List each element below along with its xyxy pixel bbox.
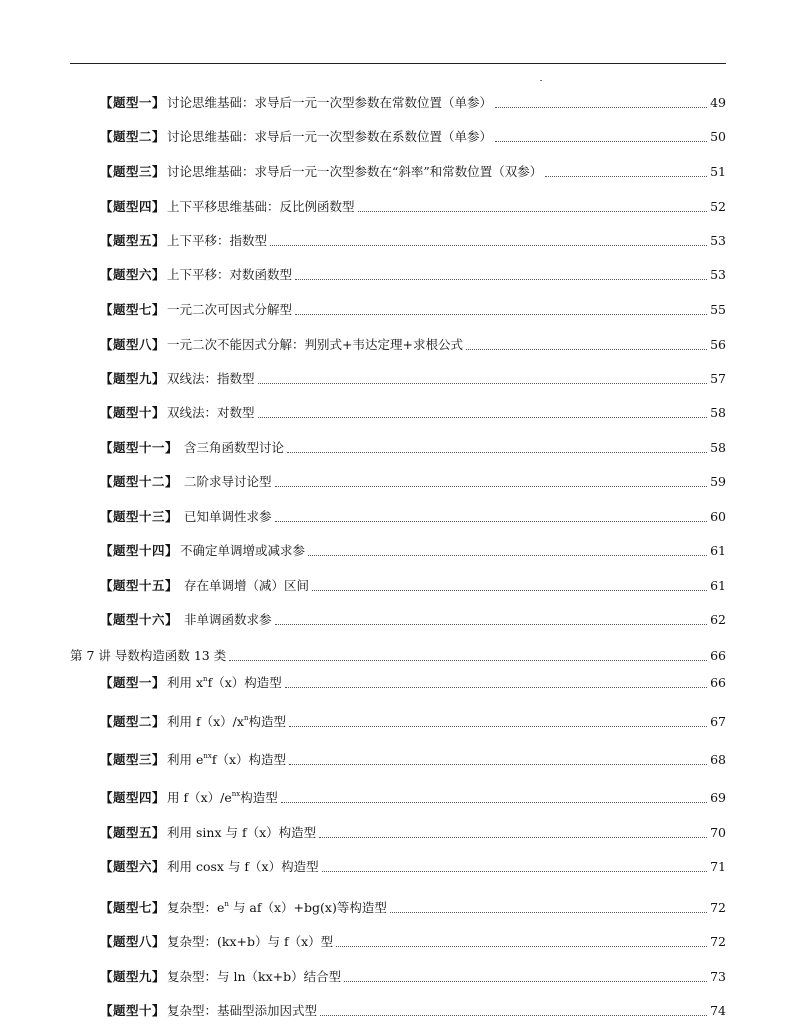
toc-entry-page: 55 (710, 302, 726, 317)
toc-entry-tag: 【题型十四】 (100, 543, 179, 558)
dot-leader (344, 981, 707, 982)
dot-leader (319, 837, 707, 838)
toc-entry[interactable] (100, 438, 726, 458)
superscript: n (203, 675, 208, 683)
toc-entry[interactable] (100, 197, 726, 217)
toc-entry[interactable] (100, 403, 726, 423)
toc-entry[interactable] (100, 265, 726, 285)
toc-entry-page: 62 (710, 612, 726, 627)
toc-entry-title: 上下平移：对数函数型 (167, 267, 293, 282)
toc-entry-page: 49 (710, 95, 726, 110)
toc-entry-title: 双线法：指数型 (167, 371, 255, 386)
toc-entry-tag: 【题型四】 (100, 790, 166, 805)
toc-entry-title: 上下平移：指数型 (167, 233, 268, 248)
toc-entry-title: 复杂型：与 ln（kx+b）结合型 (167, 969, 342, 984)
dot-leader (289, 726, 707, 727)
toc-entry[interactable] (100, 472, 726, 492)
dot-leader (320, 1015, 707, 1016)
toc-entry-page: 71 (710, 859, 726, 874)
toc-entry[interactable] (100, 857, 726, 877)
toc-entry-tag: 【题型八】 (100, 934, 166, 949)
dot-leader (336, 946, 707, 947)
dot-leader (270, 245, 707, 246)
toc-entry-tag: 【题型五】 (100, 825, 166, 840)
header-rule (70, 63, 726, 64)
toc-entry-title: 上下平移思维基础：反比例函数型 (167, 199, 355, 214)
toc-entry[interactable] (100, 898, 726, 918)
toc-entry-tag: 【题型一】 (100, 95, 166, 110)
toc-entry-title (167, 898, 387, 918)
title-part: f（x）构造型 (207, 675, 282, 690)
toc-entry-title: 含三角函数型讨论 (184, 440, 285, 455)
toc-entry-title: 讨论思维基础：求导后一元一次型参数在系数位置（单参） (167, 129, 493, 144)
toc-entry[interactable] (100, 507, 726, 527)
dot-leader (275, 521, 708, 522)
toc-chapter[interactable] (70, 646, 726, 666)
toc-entry-tag: 【题型九】 (100, 969, 166, 984)
superscript: n (243, 714, 249, 722)
toc-entry-page: 61 (710, 543, 726, 558)
title-part: 与 af（x）+bg(x)等构造型 (232, 900, 387, 915)
dot-leader (275, 486, 708, 487)
title-part: 用 f（x）/e (167, 790, 232, 805)
toc-entry[interactable] (100, 300, 726, 320)
dot-leader (229, 660, 707, 661)
toc-entry-tag: 【题型十】 (100, 1003, 166, 1018)
toc-entry-page: 50 (710, 129, 726, 144)
dot-leader (275, 624, 708, 625)
toc-entry-tag: 【题型五】 (100, 233, 166, 248)
toc-entry-title (167, 788, 278, 808)
title-part: 复杂型：e (167, 900, 225, 915)
toc-entry-title: 不确定单调增或减求参 (180, 543, 306, 558)
toc-entry-page: 53 (710, 267, 726, 282)
toc-entry-page: 59 (710, 474, 726, 489)
toc-entry[interactable] (100, 788, 726, 808)
toc-entry[interactable] (100, 127, 726, 147)
toc-entry-tag: 【题型七】 (100, 900, 166, 915)
dot-leader (322, 871, 707, 872)
toc-entry[interactable] (100, 673, 726, 693)
toc-entry-page: 73 (710, 969, 726, 984)
toc-entry-title: 复杂型：(kx+b）与 f（x）型 (167, 934, 334, 949)
toc-entry-page: 52 (710, 199, 726, 214)
dot-leader (495, 141, 707, 142)
title-part: 利用 x (167, 675, 204, 690)
superscript: nx (203, 752, 212, 760)
toc-entry[interactable] (100, 162, 726, 182)
toc-entry-tag: 【题型十二】 (100, 474, 179, 489)
toc-entry-title: 非单调函数求参 (184, 612, 272, 627)
toc-entry-page: 72 (710, 900, 726, 915)
toc-entry-title: 一元二次可因式分解型 (167, 302, 293, 317)
toc-entry-tag: 【题型十三】 (100, 509, 179, 524)
toc-entry-title: 利用 sinx 与 f（x）构造型 (167, 825, 317, 840)
toc-entry[interactable] (100, 541, 726, 561)
chapter-title: 第 7 讲 导数构造函数 13 类 (70, 648, 227, 663)
toc-entry-page: 67 (710, 714, 726, 729)
toc-entry-page: 74 (710, 1003, 726, 1018)
toc-entry-page: 57 (710, 371, 726, 386)
toc-entry-tag: 【题型二】 (100, 129, 166, 144)
toc-entry[interactable] (100, 369, 726, 389)
toc-entry-tag: 【题型一】 (100, 675, 166, 690)
toc-entry-page: 60 (710, 509, 726, 524)
toc-entry-page: 56 (710, 337, 726, 352)
dot-leader (281, 802, 707, 803)
toc-entry[interactable] (100, 1001, 726, 1021)
chapter-page: 66 (710, 648, 726, 663)
toc-entry-title: 存在单调增（减）区间 (184, 578, 310, 593)
dot-leader (312, 590, 707, 591)
dot-leader (295, 314, 707, 315)
toc-entry-page: 61 (710, 578, 726, 593)
toc-entry-page: 69 (710, 790, 726, 805)
toc-entry[interactable] (100, 335, 726, 355)
title-part: 利用 f（x）/x (167, 714, 244, 729)
superscript: n (224, 900, 229, 908)
toc-entry-tag: 【题型六】 (100, 859, 166, 874)
scan-mark (540, 80, 542, 81)
toc-entry-page: 68 (710, 752, 726, 767)
toc-entry-page: 58 (710, 405, 726, 420)
toc-entry[interactable] (100, 967, 726, 987)
toc-entry-tag: 【题型六】 (100, 267, 166, 282)
dot-leader (545, 176, 707, 177)
title-part: 利用 e (167, 752, 204, 767)
toc-entry-tag: 【题型十五】 (100, 578, 179, 593)
title-part: f（x）构造型 (211, 752, 287, 767)
toc-entry-page: 51 (710, 164, 726, 179)
toc-entry[interactable] (100, 610, 726, 630)
toc-entry[interactable] (100, 932, 726, 952)
dot-leader (285, 687, 707, 688)
toc-entry[interactable] (100, 231, 726, 251)
toc-entry[interactable] (100, 712, 726, 732)
dot-leader (258, 383, 708, 384)
dot-leader (258, 417, 708, 418)
toc-entry-title: 已知单调性求参 (184, 509, 272, 524)
toc-entry-page: 53 (710, 233, 726, 248)
dot-leader (287, 452, 707, 453)
toc-entry-title: 讨论思维基础：求导后一元一次型参数在常数位置（单参） (167, 95, 493, 110)
title-part: 构造型 (248, 714, 286, 729)
toc-entry-tag: 【题型十一】 (100, 440, 179, 455)
toc-entry-tag: 【题型三】 (100, 752, 166, 767)
toc-entry-page: 72 (710, 934, 726, 949)
toc-entry-title: 讨论思维基础：求导后一元一次型参数在“斜率”和常数位置（双参） (167, 164, 543, 179)
toc-entry-tag: 【题型八】 (100, 337, 166, 352)
toc-entry-title (167, 712, 286, 732)
toc-entry[interactable] (100, 823, 726, 843)
toc-entry-title (167, 673, 282, 693)
dot-leader (295, 279, 707, 280)
toc-entry-title: 一元二次不能因式分解：判别式+韦达定理+求根公式 (167, 337, 463, 352)
toc-entry-title: 双线法：对数型 (167, 405, 255, 420)
toc-entry-page: 58 (710, 440, 726, 455)
toc-entry-title: 二阶求导讨论型 (184, 474, 272, 489)
toc-entry[interactable] (100, 576, 726, 596)
toc-entry-title (167, 750, 286, 770)
toc-entry-tag: 【题型九】 (100, 371, 166, 386)
toc-entry-title: 利用 cosx 与 f（x）构造型 (167, 859, 319, 874)
dot-leader (495, 107, 707, 108)
dot-leader (390, 912, 707, 913)
toc-entry-tag: 【题型十六】 (100, 612, 179, 627)
toc-entry-tag: 【题型二】 (100, 714, 166, 729)
toc-entry-page: 70 (710, 825, 726, 840)
toc-entry[interactable] (100, 93, 726, 113)
toc-entry-tag: 【题型十】 (100, 405, 166, 420)
dot-leader (466, 349, 707, 350)
toc-entry-page: 66 (710, 675, 726, 690)
title-part: 构造型 (240, 790, 278, 805)
dot-leader (289, 764, 707, 765)
toc-entry-title: 复杂型：基础型添加因式型 (167, 1003, 318, 1018)
toc-entry-tag: 【题型四】 (100, 199, 166, 214)
toc-entry-tag: 【题型三】 (100, 164, 166, 179)
toc-entry[interactable] (100, 750, 726, 770)
dot-leader (308, 555, 707, 556)
toc-entry-tag: 【题型七】 (100, 302, 166, 317)
superscript: nx (231, 790, 241, 798)
dot-leader (358, 211, 708, 212)
